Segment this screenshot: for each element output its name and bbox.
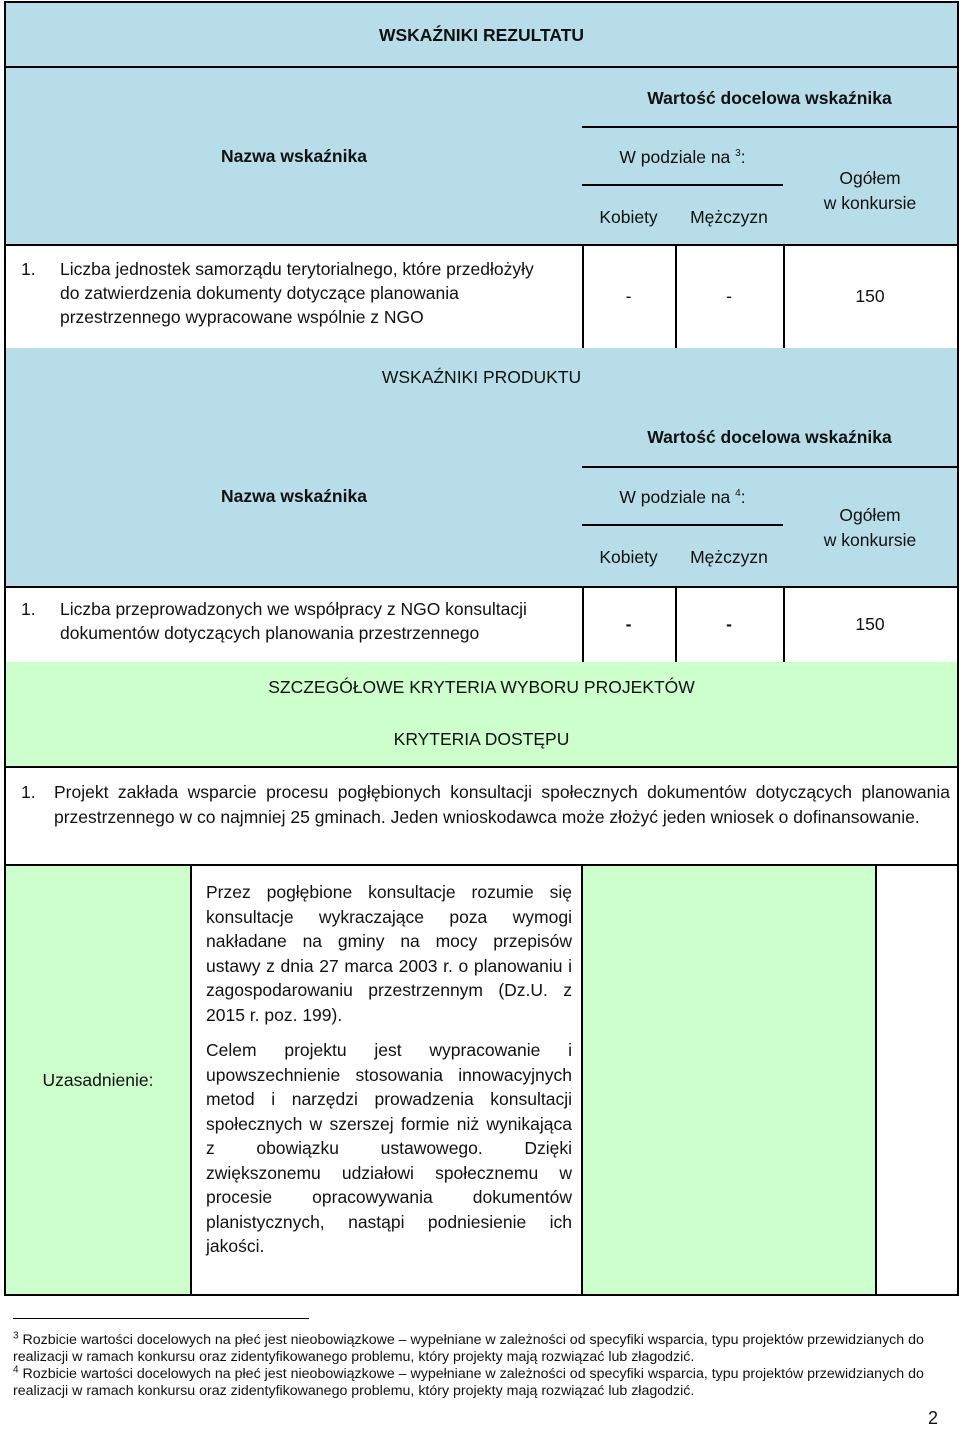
products-target-label-text: Wartość docelowa wskaźnika xyxy=(647,426,892,447)
products-header xyxy=(4,348,959,408)
footnote-4-num: 4 xyxy=(13,1364,19,1376)
results-row-num: 1. xyxy=(21,259,36,279)
products-total-label xyxy=(783,466,959,588)
products-footnote-ref: 4 xyxy=(735,487,741,499)
results-name-label xyxy=(4,66,584,246)
criteria-item xyxy=(4,766,959,866)
products-name-label-text: Nazwa wskaźnika xyxy=(221,485,367,506)
products-target-label xyxy=(582,406,959,468)
results-women-label xyxy=(582,184,677,246)
results-footnote-ref: 3 xyxy=(735,147,741,159)
results-row-total xyxy=(783,244,959,350)
products-header-text: WSKAŹNIKI PRODUKTU xyxy=(381,366,582,387)
results-row-name xyxy=(4,244,584,350)
results-men-text: Mężczyzn xyxy=(690,206,768,227)
products-row-women xyxy=(582,586,677,664)
results-header xyxy=(4,1,959,67)
products-split-colon: : xyxy=(740,486,746,507)
results-header-text: WSKAŹNIKI REZULTATU xyxy=(378,24,585,45)
products-row-num: 1. xyxy=(21,599,36,619)
products-men-text: Mężczyzn xyxy=(690,546,768,567)
results-split-text: W podziale na xyxy=(619,146,731,167)
footnote-separator xyxy=(13,1318,309,1319)
footnote-3 xyxy=(13,1332,958,1366)
products-name-label xyxy=(4,406,584,588)
results-row-total-value: 150 xyxy=(855,285,885,306)
products-row-name xyxy=(4,586,584,664)
justification-green-cell xyxy=(581,866,877,1296)
results-split-colon: : xyxy=(740,146,746,167)
footnote-4 xyxy=(13,1366,958,1400)
results-row-text-line: przestrzennego wypracowane wspólnie z NGO xyxy=(60,307,424,327)
results-row-women xyxy=(582,244,677,350)
results-row-men xyxy=(675,244,785,350)
criteria-item-num: 1. xyxy=(21,782,36,802)
results-row-text-line: Liczba jednostek samorządu terytorialnego, które przedłożyły xyxy=(60,259,534,279)
products-women-label xyxy=(582,524,677,588)
justification-text-cell xyxy=(190,866,583,1296)
products-row-men xyxy=(675,586,785,664)
justification-label-cell xyxy=(4,866,192,1296)
results-men-label xyxy=(675,184,785,246)
justification-para-1: Przez pogłębione konsultacje rozumie się konsultacje wykraczające poza wymogi nakładane na gminy na mocy przepisów ustawy z dnia 27 marca 2003 r. o planowaniu i zagospodarowaniu przestrzennym (Dz.U. z 2015 r. poz. 199). xyxy=(206,882,572,1025)
footnote-4-text: Rozbicie wartości docelowych na płeć jest nieobowiązkowe – wypełniane w zależności od specyfiki wsparcia, typu projektów przewidzianych do realizacji w ramach konkursu oraz zidentyfikowanego problemu, który projekty mają rozwiązać lub złagodzić. xyxy=(13,1366,924,1399)
products-men-label xyxy=(675,524,785,588)
results-total-line2: w konkursie xyxy=(823,193,917,213)
products-row-men-value: - xyxy=(726,613,732,634)
footnote-3-num: 3 xyxy=(13,1330,19,1342)
results-women-text: Kobiety xyxy=(599,206,658,227)
criteria-subheader-text: KRYTERIA DOSTĘPU xyxy=(393,729,570,749)
criteria-header-text: SZCZEGÓŁOWE KRYTERIA WYBORU PROJEKTÓW xyxy=(268,677,695,697)
results-split-label xyxy=(582,126,785,186)
justification-para-2: Celem projektu jest wypracowanie i upowszechnienie stosowania innowacyjnych metod i narzędzi prowadzenia konsultacji społecznych w szerszej formie niż wynikająca z obowiązku ustawowego. Dzięki zwiększonemu udziałowi społecznemu w procesie opracowywania dokumentów planistycznych, nastąpi podniesienie ich jakości. xyxy=(206,1040,572,1256)
products-row-text-line: Liczba przeprowadzonych we współpracy z NGO konsultacji xyxy=(60,599,527,619)
products-row-women-value: - xyxy=(625,613,632,634)
results-row-text-line: do zatwierdzenia dokumenty dotyczące planowania xyxy=(60,283,459,303)
products-row-total xyxy=(783,586,959,664)
criteria-subheader xyxy=(4,713,959,768)
products-women-text: Kobiety xyxy=(599,546,658,567)
products-total-line2: w konkursie xyxy=(823,530,917,550)
criteria-header xyxy=(4,662,959,715)
products-row-text-line: dokumentów dotyczących planowania przestrzennego xyxy=(60,623,480,643)
results-name-label-text: Nazwa wskaźnika xyxy=(221,145,367,166)
results-row-men-value: - xyxy=(726,285,732,306)
products-split-label xyxy=(582,466,785,526)
results-total-label xyxy=(783,126,959,246)
results-total-line1: Ogółem xyxy=(839,168,901,188)
results-row-women-value: - xyxy=(625,285,632,306)
page-number-text: 2 xyxy=(928,1408,939,1428)
results-target-label-text: Wartość docelowa wskaźnika xyxy=(647,87,892,108)
justification-label: Uzasadnienie: xyxy=(42,1069,154,1090)
results-target-label xyxy=(582,66,959,128)
footnote-3-text: Rozbicie wartości docelowych na płeć jest nieobowiązkowe – wypełniane w zależności od specyfiki wsparcia, typu projektów przewidzianych do realizacji w ramach konkursu oraz zidentyfikowanego problemu, który projekty mają rozwiązać lub złagodzić. xyxy=(13,1332,924,1365)
criteria-item-text: Projekt zakłada wsparcie procesu pogłębionych konsultacji społecznych dokumentów dotyczących planowania przestrzennego w co najmniej 25 gminach. Jeden wnioskodawca może złożyć jeden wniosek o dofinansowanie. xyxy=(54,782,950,827)
page-number xyxy=(928,1408,938,1429)
products-row-total-value: 150 xyxy=(855,613,885,634)
products-total-line1: Ogółem xyxy=(839,505,901,525)
justification-empty-cell xyxy=(875,866,959,1296)
products-split-text: W podziale na xyxy=(619,486,731,507)
